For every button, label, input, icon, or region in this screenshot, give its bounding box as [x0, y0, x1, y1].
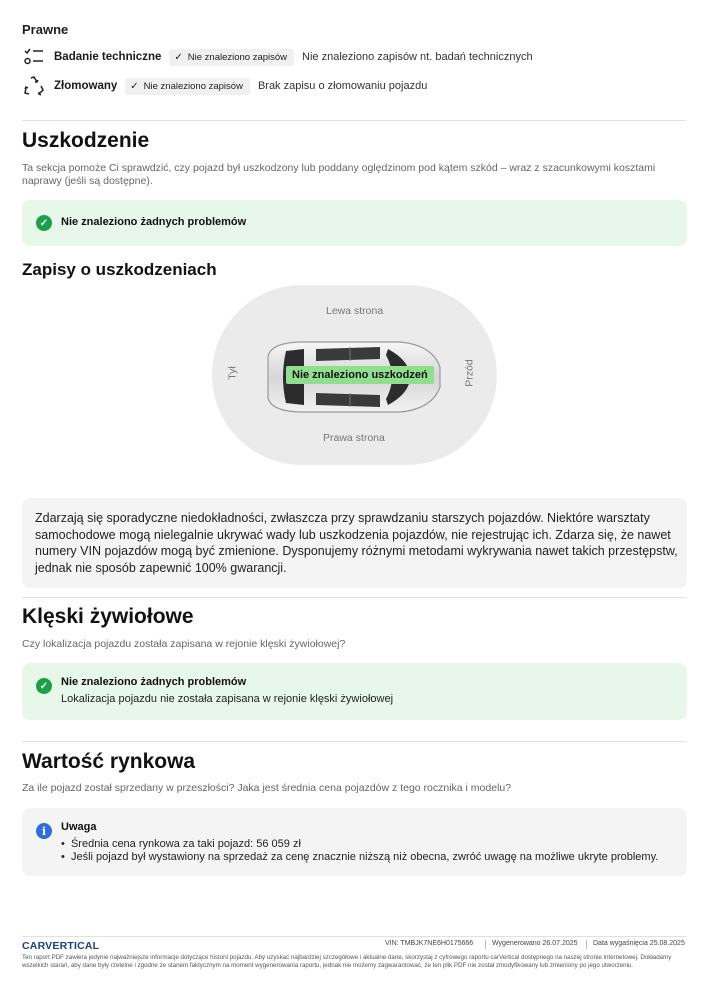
legal-item-scrapped	[22, 75, 427, 97]
status-chip: ✓ Nie znaleziono zapisów	[169, 49, 294, 66]
right-side-label: Prawa strona	[323, 432, 385, 444]
list-item: • Średnia cena rynkowa za taki pojazd: 56 059 zł	[61, 838, 301, 850]
disaster-ok-text: Nie znaleziono żadnych problemów	[61, 676, 247, 688]
damage-records-title: Zapisy o uszkodzeniach	[22, 260, 217, 279]
market-info-box	[22, 808, 687, 876]
status-chip: ✓ Nie znaleziono zapisów	[125, 78, 250, 95]
damage-ok-box	[22, 200, 687, 246]
no-damage-badge: Nie znaleziono uszkodzeń	[286, 366, 434, 384]
damage-notice-box	[22, 498, 687, 588]
footer-separator	[586, 940, 587, 949]
section-divider	[22, 120, 686, 121]
footer-disclaimer: Ten raport PDF zawiera jedynie najważniejsze informacje dotyczące historii pojazdu. Aby uzyskać najbardziej szczegółowe i aktualne dane, skorzystaj z cyfrowego raportu carVertical dostępnego na naszej stronie internetowej. Dokładamy wszelkich starań, aby dane były rzetelne i zgodne ze stanem faktycznym na moment wygenerowania raportu, jednak nie możemy zagwarantować, że ten plik PDF nie został zmodyfikowany lub zmieniony po jego utworzeniu.	[22, 954, 672, 969]
check-circle-icon: ✓	[36, 215, 52, 231]
recycle-icon	[22, 74, 46, 98]
disaster-ok-box	[22, 663, 687, 720]
footer-separator	[485, 940, 486, 949]
market-info-title: Uwaga	[61, 821, 97, 833]
front-label: Przód	[463, 359, 476, 387]
legal-item-inspection	[22, 46, 533, 68]
legal-item-desc: Nie znaleziono zapisów nt. badań technicznych	[302, 51, 533, 63]
market-title: Wartość rynkowa	[22, 750, 196, 773]
car-diagram	[212, 285, 497, 465]
footer-expires: Data wygaśnięcia 25.08.2025	[593, 940, 685, 947]
left-side-label: Lewa strona	[326, 305, 384, 317]
damage-title: Uszkodzenie	[22, 129, 150, 152]
rear-label: Tył	[226, 366, 239, 380]
section-divider	[22, 741, 686, 742]
disaster-lead: Czy lokalizacja pojazdu została zapisana w rejonie klęski żywiołowej?	[22, 638, 346, 650]
footer-vin: VIN: TMBJK7NE6H0175666	[385, 940, 474, 947]
legal-item-desc: Brak zapisu o złomowaniu pojazdu	[257, 80, 428, 92]
disaster-title: Klęski żywiołowe	[22, 605, 194, 628]
footer-divider	[22, 936, 686, 937]
damage-ok-text: Nie znaleziono żadnych problemów	[61, 216, 247, 228]
section-divider	[22, 597, 686, 598]
check-circle-icon: ✓	[36, 678, 52, 694]
footer-generated: Wygenerowano 26.07.2025	[492, 940, 578, 947]
damage-notice-text: Zdarzają się sporadyczne niedokładności, zwłaszcza przy sprawdzaniu starszych pojazdów. Niektóre warsztaty samochodowe mogą nielegalnie ukrywać wady lub uszkodzenia pojazdów, nie rejestrując ich. Zdarza się, że nawet numery VIN pojazdów mogą być zmienione. Dysponujemy różnymi metodami wykrywania nawet takich przestępstw, jednak nie sposób zapewnić 100% gwarancji.	[35, 511, 678, 575]
carvertical-logo: CARVERTICAL	[22, 940, 100, 952]
info-icon: i	[36, 823, 52, 839]
damage-lead: Ta sekcja pomoże Ci sprawdzić, czy pojazd był uszkodzony lub poddany oględzinom pod kątem szkód – wraz z szacunkowymi kosztami naprawy (jeśli są dostępne).	[22, 162, 656, 187]
market-lead: Za ile pojazd został sprzedany w przeszłości? Jaka jest średnia cena pojazdów z tego rocznika i modelu?	[22, 782, 512, 794]
list-item: • Jeśli pojazd był wystawiony na sprzedaż za cenę znacznie niższą niż obecna, zwróć uwagę na możliwe ukryte problemy.	[61, 851, 659, 863]
disaster-ok-subtext: Lokalizacja pojazdu nie została zapisana w rejonie klęski żywiołowej	[61, 693, 394, 705]
checklist-icon	[22, 45, 46, 69]
check-icon: ✓	[174, 51, 183, 63]
legal-item-name: Złomowany	[54, 80, 118, 92]
check-icon: ✓	[130, 80, 139, 92]
legal-item-name: Badanie techniczne	[54, 51, 162, 63]
legal-section-title: Prawne	[22, 22, 69, 37]
